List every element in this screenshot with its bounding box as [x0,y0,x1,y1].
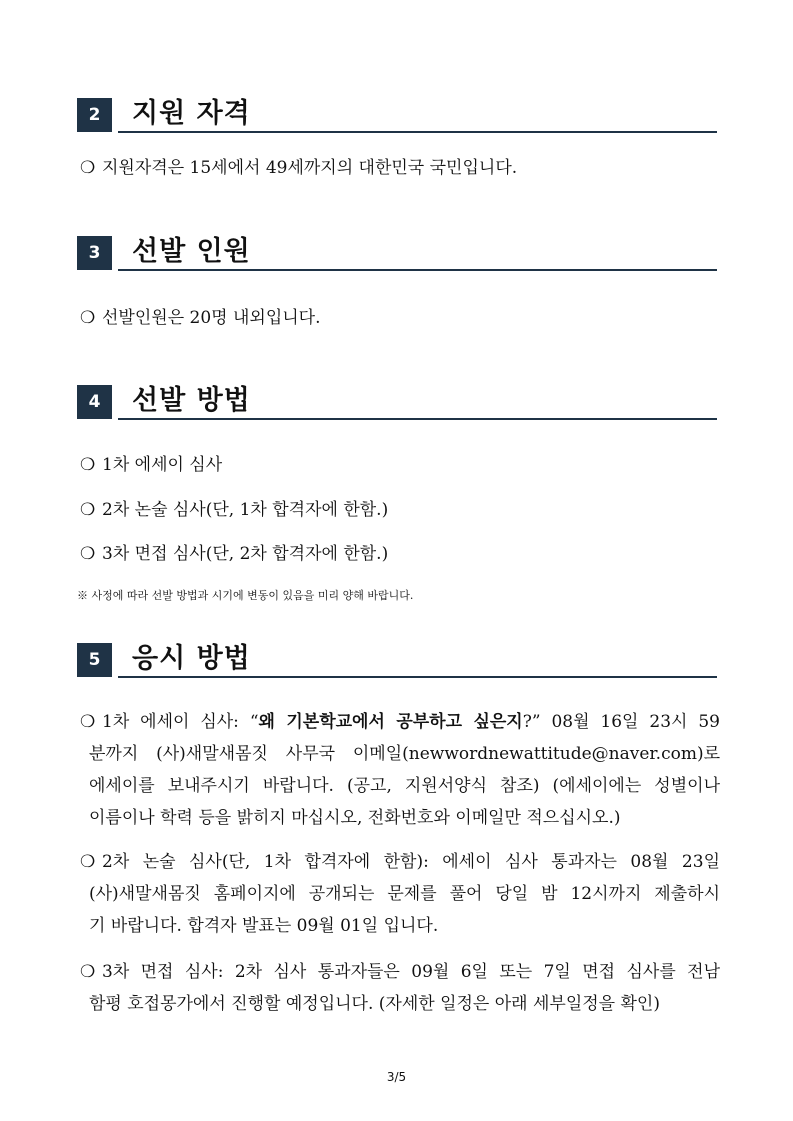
circle-bullet-icon: ❍ [80,712,96,732]
list-item [80,156,720,180]
paragraph-text: ?” 08월 16일 23시 59 [522,712,720,732]
paragraph-text: 1차 에세이 심사: “ [102,712,259,732]
footnote: ※ 사정에 따라 선발 방법과 시기에 변동이 있음을 미리 양해 바랍니다. [77,589,414,602]
paragraph-line: 함평 호접몽가에서 진행할 예정입니다. (자세한 일정은 아래 세부일정을 확인) [89,994,660,1014]
circle-bullet-icon: ❍ [80,500,96,520]
section-underline [118,131,717,133]
list-item-text: 지원자격은 15세에서 49세까지의 대한민국 국민입니다. [102,158,518,178]
list-item-text: 2차 논술 심사(단, 1차 합격자에 한함.) [102,500,389,520]
list-item-text: 1차 에세이 심사 [102,455,223,475]
section-header-recruitment [77,236,717,272]
section-underline [118,269,717,271]
circle-bullet-icon: ❍ [80,158,96,178]
section-number-badge: 5 [77,643,112,677]
paragraph-line: 분까지 (사)새말새몸짓 사무국 이메일(newwordnewattitude@naver.com)로 [89,744,720,764]
paragraph-essay-review [80,706,720,834]
section-header-application-method [77,643,717,679]
paragraph-line: 기 바랍니다. 합격자 발표는 09월 01일 입니다. [89,916,439,936]
paragraph-essay-exam [80,846,720,942]
section-title: 응시 방법 [132,643,251,674]
list-item [80,306,720,330]
circle-bullet-icon: ❍ [80,852,96,872]
paragraph-line: 이름이나 학력 등을 밝히지 마십시오, 전화번호와 이메일만 적으십시오.) [89,808,621,828]
section-title: 지원 자격 [132,98,251,129]
paragraph-text: 3차 면접 심사: 2차 심사 통과자들은 09월 6일 또는 7일 면접 심사를 전남 [102,962,720,982]
list-item-text: 선발인원은 20명 내외입니다. [102,308,321,328]
essay-topic-highlight: 왜 기본학교에서 공부하고 싶은지 [258,712,523,732]
list-item [80,453,720,477]
paragraph-line: (사)새말새몸짓 홈페이지에 공개되는 문제를 풀어 당일 밤 12시까지 제출하시 [89,884,720,904]
paragraph-line: 에세이를 보내주시기 바랍니다. (공고, 지원서양식 참조) (에세이에는 성별이나 [89,776,720,796]
list-item [80,498,720,522]
page-number: 3/5 [386,1070,407,1084]
paragraph-line [80,706,720,738]
section-underline [118,418,717,420]
list-item-text: 3차 면접 심사(단, 2차 합격자에 한함.) [102,544,389,564]
paragraph-text: 2차 논술 심사(단, 1차 합격자에 한함): 에세이 심사 통과자는 08월 23일 [102,852,720,872]
section-number-badge: 4 [77,385,112,419]
circle-bullet-icon: ❍ [80,455,96,475]
circle-bullet-icon: ❍ [80,962,96,982]
section-header-selection-method [77,385,717,421]
paragraph-interview [80,956,720,1020]
paragraph-line [80,846,720,878]
section-number-badge: 2 [77,98,112,132]
section-underline [118,676,717,678]
section-title: 선발 방법 [132,385,251,416]
circle-bullet-icon: ❍ [80,308,96,328]
section-title: 선발 인원 [132,236,251,267]
list-item [80,542,720,566]
section-header-qualification [77,98,717,134]
circle-bullet-icon: ❍ [80,544,96,564]
section-number-badge: 3 [77,236,112,270]
paragraph-line [80,956,720,988]
